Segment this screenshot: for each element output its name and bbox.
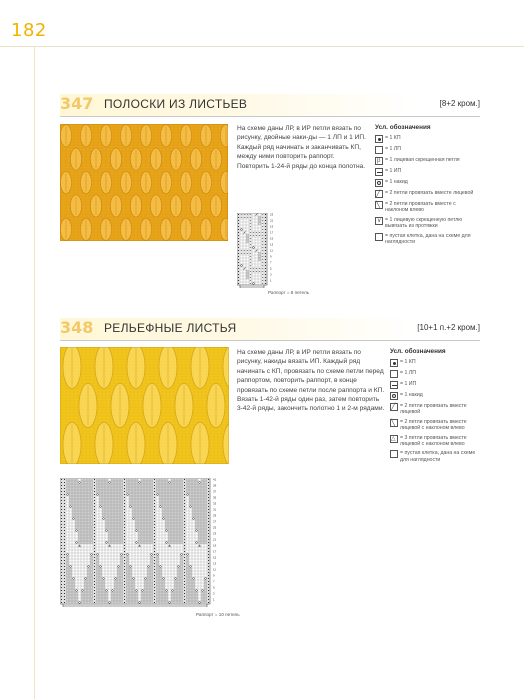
row-number: 17	[213, 549, 217, 554]
row-number: 7	[270, 260, 272, 265]
knitting-chart-grid	[60, 478, 390, 610]
row-number: 13	[270, 242, 274, 247]
legend-item	[390, 359, 482, 367]
row-number: 15	[270, 236, 274, 241]
legend-label: = пустая клетка, дана на схеме для наглядности	[400, 450, 476, 463]
legend-item	[375, 190, 480, 198]
twisted-from-bar-icon: ∨	[377, 217, 382, 224]
section-repeat: [8+2 кром.]	[439, 99, 480, 108]
row-number: 41	[213, 478, 217, 482]
legend-item	[390, 370, 482, 378]
row-number: 15	[213, 555, 217, 560]
row-number: 7	[213, 579, 215, 584]
row-number: 9	[213, 573, 215, 578]
row-number: 5	[270, 266, 272, 271]
yarn-over-icon	[375, 179, 383, 187]
k2tog-icon: ╱	[375, 190, 383, 198]
legend-item	[375, 146, 480, 154]
legend-label: = 1 ЛП	[385, 146, 401, 152]
row-number: 33	[213, 501, 217, 506]
legend-label: = 1 лицевая скрещенная петля	[385, 157, 460, 163]
section-348-description	[237, 348, 385, 414]
row-number: 1	[270, 278, 272, 283]
legend-label: = 2 петли провязать вместе с наклоном влево	[385, 201, 456, 214]
legend-item	[390, 419, 482, 432]
lp-icon	[390, 370, 398, 378]
row-number: 19	[213, 543, 217, 548]
row-number: 27	[213, 519, 217, 524]
legend-label: = 1 накид	[385, 179, 408, 185]
legend-item	[390, 403, 482, 416]
lp-icon	[375, 146, 383, 154]
row-number: 17	[270, 230, 274, 235]
legend-label: = 1 КП	[400, 359, 416, 365]
description-text: На схеме даны ЛР, в ИР петли вязать по рисунку, двойные наки-ды — 1 ЛП и 1 ИП. Каждый ряд начинать и заканчивать КП, между ними повторить раппорт. Повторить 1-24-й ряды до конца полотна.	[237, 125, 366, 170]
page-number: 182	[11, 20, 47, 41]
empty-cell-icon	[390, 450, 398, 458]
row-number: 1	[213, 597, 215, 602]
kp-icon	[375, 135, 383, 143]
description-text: На схеме даны ЛР, в ИР петли вязать по рисунку, накиды вязать ИП. Каждый ряд начинать с КП, провязать по схеме петли перед раппортом, повторить раппорт, в конце провязать по схеме петли после раппорта и КП. Вязать 1-42-й ряды один раз, затем повторить 3-42-й ряды, закончить полотно 1 и 2-м рядами.	[237, 349, 385, 413]
legend-title: Усл. обозначения	[375, 124, 431, 131]
k2tog-icon: ╱	[390, 403, 398, 411]
knit-photo-347	[60, 124, 228, 241]
chart-347	[237, 213, 367, 289]
legend-item	[375, 217, 480, 230]
ip-icon	[375, 168, 383, 176]
yarn-over-icon	[390, 392, 398, 400]
kp-icon	[390, 359, 398, 367]
row-number: 23	[213, 531, 217, 536]
row-number: 23	[270, 213, 274, 217]
legend-item	[375, 233, 480, 246]
legend-label: = 1 ЛП	[400, 370, 416, 376]
row-number: 11	[270, 248, 273, 253]
margin-rule	[34, 46, 35, 699]
ip-icon	[390, 381, 398, 389]
section-347-header	[60, 94, 480, 117]
row-number: 37	[213, 489, 217, 494]
empty-cell-icon	[375, 233, 383, 241]
ssk-icon: ╲	[375, 201, 383, 209]
row-number: 9	[270, 254, 272, 259]
row-number: 29	[213, 513, 217, 518]
row-number: 19	[270, 224, 274, 229]
legend-item	[375, 135, 480, 143]
legend-title: Усл. обозначения	[390, 348, 446, 355]
legend-347	[375, 124, 480, 248]
row-number: 35	[213, 495, 217, 500]
legend-label: = пустая клетка, дана на схеме для наглядности	[385, 232, 471, 246]
legend-item	[375, 168, 480, 176]
row-number: 3	[213, 591, 215, 596]
legend-item	[390, 450, 482, 463]
chart-348-caption: Раппорт = 10 петель	[196, 612, 240, 617]
ssk-icon: ╲	[390, 419, 398, 427]
row-number: 21	[213, 537, 217, 542]
row-number: 39	[213, 483, 217, 488]
row-number: 5	[213, 585, 215, 590]
legend-label: = 1 КП	[385, 135, 401, 141]
chart-347-caption: Раппорт = 8 петель	[268, 290, 310, 295]
row-number: 11	[213, 567, 216, 572]
legend-label: = 2 петли провязать вместе лицевой	[385, 190, 474, 196]
section-348-header	[60, 318, 480, 341]
legend-item	[390, 381, 482, 389]
legend-item	[375, 201, 480, 214]
knit-swatch-image	[60, 347, 229, 464]
legend-label: = 1 ИП	[400, 381, 417, 387]
legend-item	[390, 392, 482, 400]
legend-348	[390, 348, 482, 466]
k3tog-icon: △	[390, 435, 398, 443]
section-number: 348	[60, 318, 94, 337]
legend-label: = 1 накид	[400, 392, 423, 398]
row-number: 3	[270, 272, 272, 277]
section-title: ПОЛОСКИ ИЗ ЛИСТЬЕВ	[104, 97, 248, 111]
chart-348	[60, 478, 390, 610]
knitting-chart-grid	[237, 213, 367, 289]
row-number: 25	[213, 525, 217, 530]
section-number: 347	[60, 94, 94, 113]
section-repeat: [10+1 п.+2 кром.]	[417, 323, 480, 332]
crossed-lp-icon: β	[375, 157, 383, 165]
section-347-description	[237, 124, 367, 171]
section-title: РЕЛЬЕФНЫЕ ЛИСТЬЯ	[104, 321, 237, 335]
page-header-band	[0, 0, 524, 47]
legend-item	[375, 179, 480, 187]
knit-photo-348	[60, 347, 229, 464]
legend-label: = 1 лицевую скрещенную петлю вывязать из протяжки	[385, 216, 463, 230]
legend-item	[390, 435, 482, 448]
row-number: 21	[270, 218, 274, 223]
legend-item	[375, 157, 480, 165]
row-number: 13	[213, 561, 217, 566]
legend-label: = 1 ИП	[385, 168, 402, 174]
legend-label: = 3 петли провязать вместе лицевой с наклоном влево	[400, 434, 467, 448]
legend-label: = 2 петли провязать вместе лицевой	[400, 403, 467, 416]
knit-swatch-image	[60, 124, 228, 241]
legend-label: = 2 петли провязать вместе лицевой с наклоном влево	[400, 418, 467, 432]
row-number: 31	[213, 507, 217, 512]
